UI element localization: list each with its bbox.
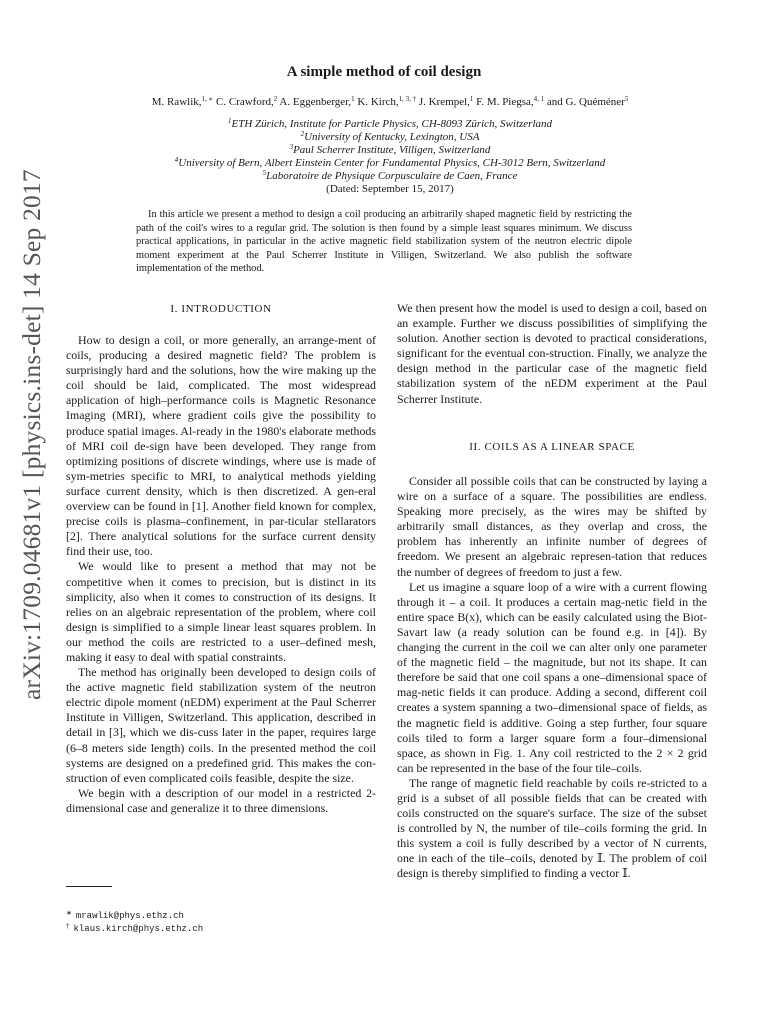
- author: K. Kirch,$^{1, 3, \dagger}$: [354, 95, 417, 108]
- author: and G. Quéméner$^5$: [544, 95, 629, 108]
- left-column: [66, 333, 376, 816]
- abstract-text: In this article we present a method to design a coil producing an arbitrarily shaped magnetic field by restricting the path of the coil's wires to a regular grid. The solution is then found by a simple least squares minimum. We discuss practical applications, in particular in the active magnetic field stabilization system of the neutron electric dipole moment experiment at the Paul Scherrer Institute in Villigen, Switzerland. We also publish the software implementation of the method.: [136, 209, 632, 275]
- author: A. Eggenberger,$^1$: [277, 95, 355, 108]
- paragraph: The method has originally been developed to design coils of the active magnetic field stabilization system of the neutron electric dipole moment (nEDM) experiment at the Paul Scherrer Institute in Villigen, Switzerland. This application, described in detail in [3], which we dis-cuss later in the paper, requires large (6–8 meters side length) coils. In the presented method the coil systems are designed on a predefined grid. This makes the con-struction of even complicated coils feasible, despite the size.: [66, 665, 376, 785]
- section2-body: [397, 474, 707, 882]
- section-heading-coils-as-linear-space: II. COILS AS A LINEAR SPACE: [469, 441, 635, 453]
- author: C. Crawford,$^2$: [213, 95, 278, 108]
- paragraph: We would like to present a method that may not be competitive when it comes to precision, but is distinct in its simplicity, also when it comes to construction of its designs. It relies on an algebraic representation of the problem, where coil design is simplified to a simple linear least squares problem. In our method the coils are restricted to a user–defined mesh, making it easy to deal with spatial constraints.: [66, 559, 376, 664]
- author: F. M. Piegsa,$^{4, 1}$: [473, 95, 545, 108]
- affiliation: $^3$Paul Scherrer Institute, Villigen, Switzerland: [289, 143, 491, 156]
- affiliation: $^2$University of Kentucky, Lexington, USA: [300, 130, 480, 143]
- abstract: [136, 208, 632, 276]
- right-column: [397, 301, 707, 407]
- author: M. Rawlik,$^{1, ∗}$: [151, 95, 214, 108]
- section-heading-introduction: I. INTRODUCTION: [170, 303, 272, 315]
- paragraph: How to design a coil, or more generally, an arrange-ment of coils, producing a desired magnetic field? The problem is surprisingly hard and the solutions, how the wire making up the coil should be laid, complicated. The most widespread application of high–performance coils is Magnetic Resonance Imaging (MRI), where gradient coils give the possibility to produce spatial images. Al-ready in the 1980's elaborate methods of MRI coil de-sign have been developed. They range from optimizing positions of discrete windings, where use is made of sym-metries specific to MRI, to analytical methods yielding surface current density, which is then discretized. A gen-eral overview can be found in [1]. Another field known for complex, precise coils is plasma–confinement, in par-ticular stellarators [2]. There analytical solutions for the surface current density find their use, too.: [66, 333, 376, 559]
- footnote-email[interactable]: † klaus.kirch@phys.ethz.ch: [66, 922, 204, 934]
- footnote-email[interactable]: ∗ mrawlik@phys.ethz.ch: [66, 909, 184, 921]
- affiliation: $^1$ETH Zürich, Institute for Particle Physics, CH-8093 Zürich, Switzerland: [227, 117, 553, 130]
- paragraph: Let us imagine a square loop of a wire with a current flowing through it – a coil. It produces a certain mag-netic field in the entire space B(x), which can be easily calculated using the Biot-Savart law (a ready solution can be found e.g. in [4]). By changing the current in the coil we can alter only one parameter of the magnetic field – the magnitude, but not its shape. It can therefore be said that one coil spans a one–dimensional space of mag-netic fields it can produce. Adding a second, different coil creates a system spanning a two–dimensional space of fields, as the magnetic field is additive. Going a step further, four square coils tiled to form a larger square form a four–dimensional space, as shown in Fig. 1. Any coil restricted to the 2 × 2 grid can be represented in the base of the four tile–coils.: [397, 579, 707, 775]
- paragraph: We then present how the model is used to design a coil, based on an example. Further we discuss possibilities of simplifying the solution. Another section is devoted to practical considerations, significant for the eventual con-struction. Finally, we analyze the design method in the particular case of the magnetic field stabilization system of the nEDM experiment at the Paul Scherrer Institute.: [397, 301, 707, 406]
- paragraph: We begin with a description of our model in a restricted 2-dimensional case and generalize it to three dimensions.: [66, 785, 376, 815]
- paper-title: A simple method of coil design: [286, 64, 482, 80]
- paragraph: The range of magnetic field reachable by coils re-stricted to a grid is a subset of all possible fields that can be created with coils constructed on the square's surface. The size of the subset is controlled by N, the number of tile–coils forming the grid. In this system a coil is fully described by a vector of N currents, one in each of the tile–coils, denoted by 𝕀. The problem of coil design is thereby simplified to finding a vector 𝕀.: [397, 775, 707, 881]
- paragraph: Consider all possible coils that can be constructed by laying a wire on a surface of a square. The possibilities are endless. Speaking more precisely, as the wires may be shifted by arbitrarily small distances, as they overlap and cross, the problem has inherently an infinite number of degrees of freedom. We present an algebraic represen-tation that reduces the number of degrees of freedom to just a few.: [397, 474, 707, 579]
- arxiv-identifier-stamp: arXiv:1709.04681v1 [physics.ins-det] 14 Sep 2017: [17, 169, 46, 700]
- author-list: [60, 96, 720, 109]
- author: J. Krempel,$^1$: [416, 95, 474, 108]
- affiliation: $^4$University of Bern, Albert Einstein Center for Fundamental Physics, CH-3012 Bern, Switzerland: [174, 156, 606, 169]
- affiliation: $^5$Laboratoire de Physique Corpusculaire de Caen, France: [262, 169, 518, 182]
- footnote-rule: [66, 886, 112, 887]
- dated-line: (Dated: September 15, 2017): [326, 183, 454, 195]
